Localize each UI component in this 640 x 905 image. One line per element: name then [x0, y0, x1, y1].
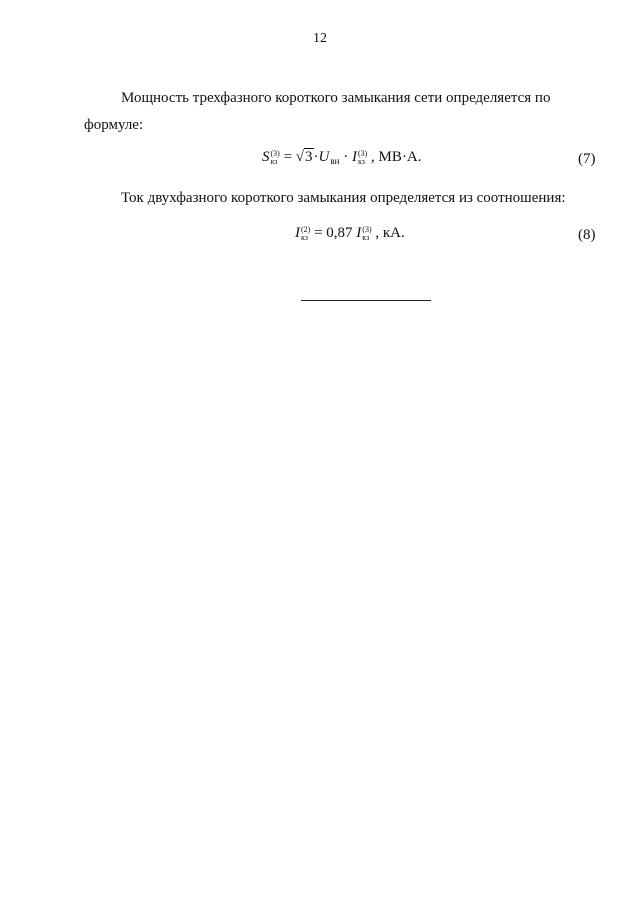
- formula-7-radicand: 3: [305, 149, 313, 165]
- formula-8-i3-sub: кз: [362, 232, 370, 242]
- formula-7-i-scripts: [358, 150, 367, 166]
- formula-7-equals: =: [283, 149, 293, 165]
- formula-7: [262, 147, 421, 171]
- formula-8-equals-coefficient: = 0,87: [314, 225, 353, 241]
- formula-8-i3-symbol: I: [356, 225, 362, 241]
- formula-8-i3-scripts: [362, 226, 371, 242]
- page-number: 12: [313, 31, 327, 46]
- formula-8: [295, 223, 405, 243]
- formula-8-i3-sup: (3): [362, 224, 372, 234]
- formula-8-i2-symbol: I: [295, 225, 300, 241]
- formula-7-i-symbol: I: [351, 149, 357, 165]
- formula-8-i2-scripts: [301, 226, 310, 242]
- formula-7-u-sub: вн: [330, 156, 340, 166]
- paragraph-1-line-2: формуле:: [84, 117, 144, 133]
- formula-8-i2-sup: (2): [301, 224, 311, 234]
- formula-7-dot-2: ·: [343, 149, 349, 165]
- formula-7-i-sub: кз: [357, 156, 365, 166]
- formula-7-dot-1: ·: [313, 149, 319, 165]
- formula-8-number: (8): [578, 227, 596, 243]
- formula-7-s-scripts: [271, 150, 280, 166]
- formula-7-number: (7): [578, 151, 596, 167]
- formula-7-s-symbol: S: [262, 149, 270, 165]
- paragraph-2-line-1: Ток двухфазного короткого замыкания определяется из соотношения:: [121, 190, 566, 206]
- paragraph-1-line-1: Мощность трехфазного короткого замыкания сети определяется по: [121, 90, 551, 106]
- formula-7-s-sub: кз: [270, 156, 278, 166]
- formula-7-i-sup: (3): [357, 148, 368, 158]
- formula-7-u-symbol: U: [318, 149, 330, 165]
- end-divider-line: [301, 300, 431, 301]
- formula-7-unit: , МВ·А.: [371, 149, 422, 165]
- formula-8-i2-sub: кз: [301, 232, 308, 242]
- formula-7-s-sup: (3): [270, 148, 280, 158]
- formula-8-unit: , кА.: [375, 225, 405, 241]
- formula-7-radical-sign: √: [295, 149, 305, 165]
- formula-7-sqrt: [296, 147, 314, 167]
